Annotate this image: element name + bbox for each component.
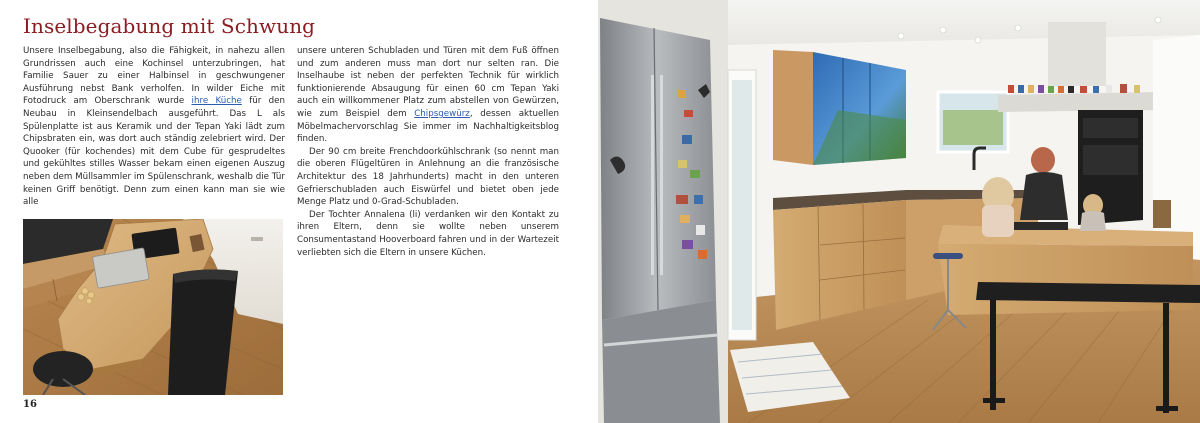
kitchen-peninsula-illustration	[23, 219, 283, 395]
text-column-2	[297, 45, 559, 259]
page-number: 16	[23, 399, 37, 410]
paragraph	[297, 45, 559, 146]
left-page	[0, 0, 598, 423]
text-run: Unsere Inselbegabung, also die Fähigkeit, in nahezu allen Grundrissen auch eine Kochinsel unterzubringen, hat Familie Sauer zu einer Halbinsel in geschwungener Ausführung nebst Bank verholfen. In wilder Eiche mit Fotodruck am Oberschrank wurde	[23, 46, 285, 107]
page-title: Inselbegabung mit Schwung	[23, 14, 316, 38]
kitchen-overview-illustration	[598, 0, 1200, 423]
paragraph	[23, 45, 285, 209]
text-run: unsere unteren Schubladen und Türen mit dem Fuß öffnen und zum anderen muss man dort nur selten ran. Die Inselhaube ist neben der perfekten Technik für wirklich funktionierende Absaugung für einen 60 cm Tepan Yaki auch ein willkommener Platz zum abstellen von Gewürzen, wie zum Beispiel dem	[297, 46, 559, 119]
link-ihre-kueche[interactable]: ihre Küche	[191, 96, 242, 107]
text-run: für den Neubau in Kleinsendelbach ausgeführt. Das L als Spülenplatte ist aus Keramik und der Tepan Yaki lädt zum Chipsbraten ein, was dort auch ständig zelebriert wird. Der Quooker (für kochendes) mit dem Cube für gesprudeltes und gekühltes stilles Wasser bekam einen eigenen Auszug neben dem Müllsammler im Spülenschrank, weshalb die Tür keinen Griff benötigt. Denn zum einen kann man sie wie alle	[23, 96, 286, 208]
paragraph: Der Tochter Annalena (li) verdanken wir den Kontakt zu ihren Eltern, denn sie wollte neben unserem Consumentastand Hooverboard fahren und in der Wartezeit verliebten sich die Eltern in unsere Küchen.	[297, 209, 559, 258]
kitchen-peninsula-photo	[23, 219, 283, 395]
text-run: , dessen aktuellen Möbelmachervorschlag Sie immer im Nachhaltigkeitsblog finden.	[297, 108, 559, 145]
paragraph: Der 90 cm breite Frenchdoorkühlschrank (so nennt man die oberen Flügeltüren in Anlehnung an die französische Architektur des 18 Jahrhunderts) macht in den unteren Gefrierschubladen auch Eiswürfel und bietet oben jede Menge Platz und 0-Grad-Schubladen.	[297, 146, 559, 208]
link-chipsgewuerz[interactable]: Chipsgewürz	[414, 108, 470, 119]
text-column-1	[23, 45, 285, 209]
kitchen-overview-photo	[598, 0, 1200, 423]
